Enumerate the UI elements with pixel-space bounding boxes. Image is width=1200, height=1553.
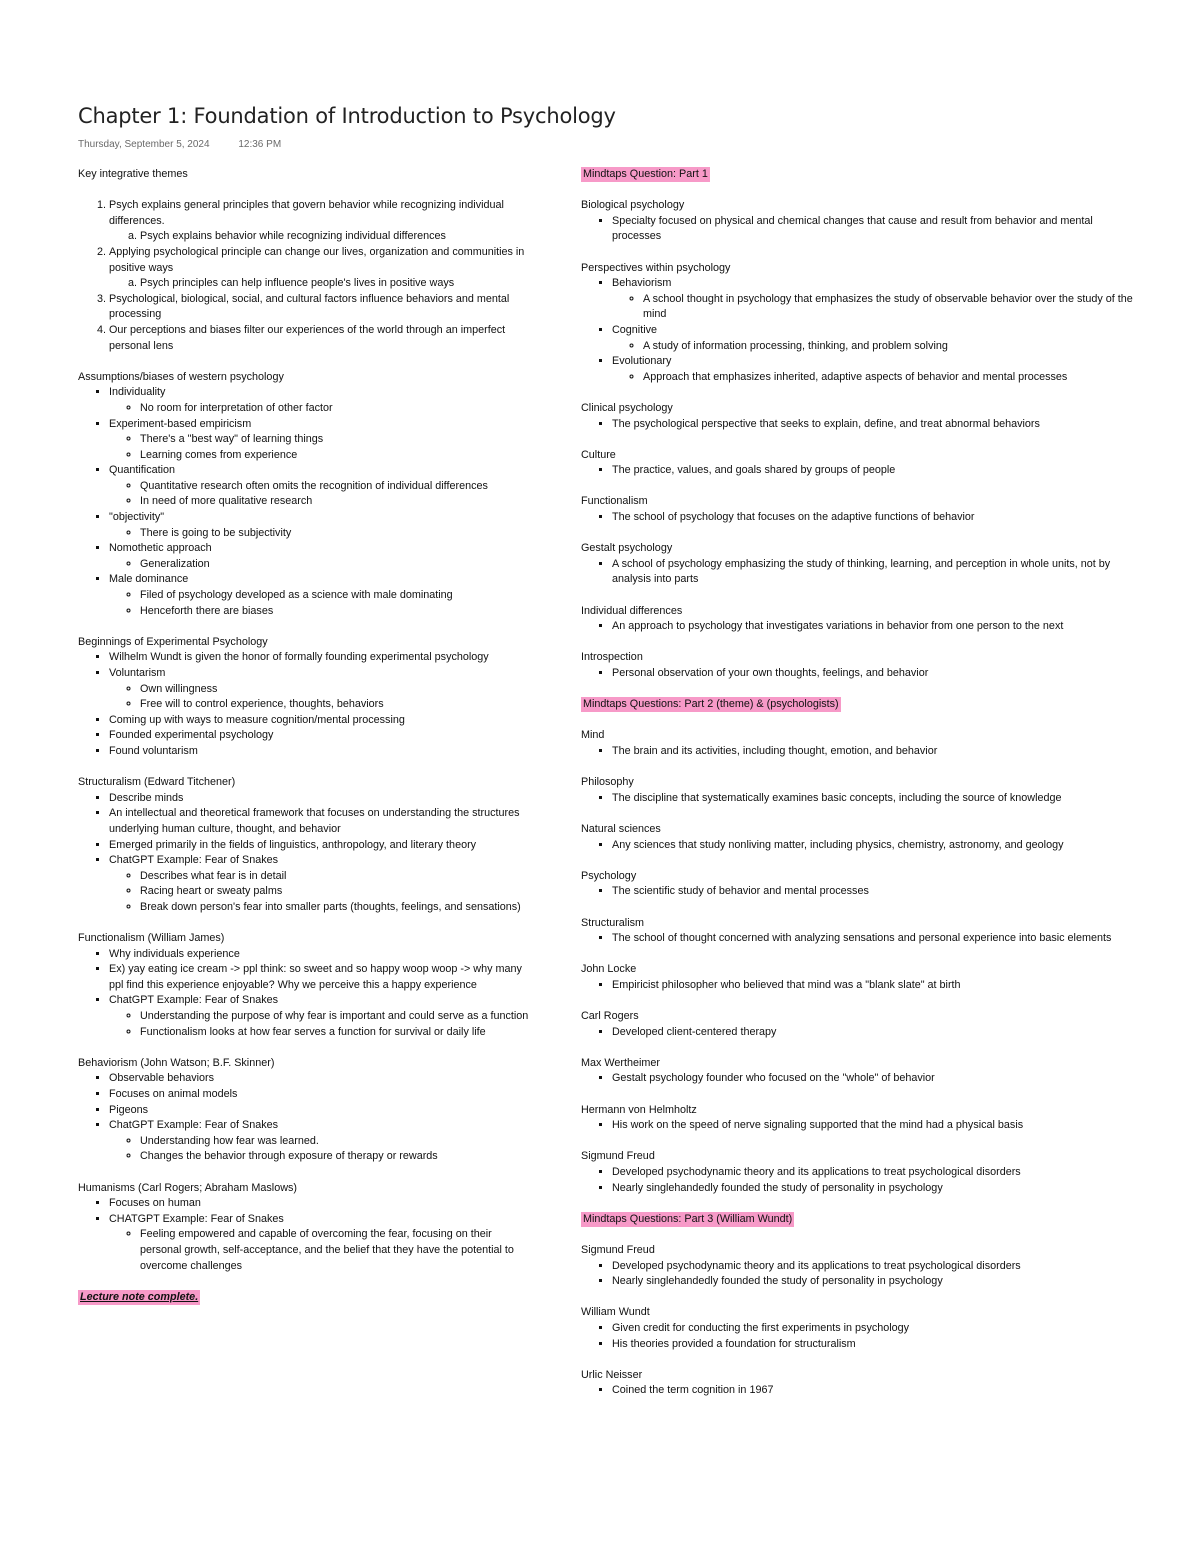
humanisms-section <box>78 1181 533 1275</box>
sub-item: ◦ A study of information processing, thinking, and problem solving <box>643 339 1141 355</box>
list-item: ▪ Emerged primarily in the fields of linguistics, anthropology, and literary theory <box>109 838 533 854</box>
term-entry <box>581 541 1141 588</box>
sub-item: ◦ Quantitative research often omits the recognition of individual differences <box>140 479 533 495</box>
term-definition-list <box>581 838 1141 854</box>
sub-item: ◦ Generalization <box>140 557 533 573</box>
sub-item: ◦ A school thought in psychology that emphasizes the study of observable behavior over the study of the mind <box>643 292 1141 323</box>
term-title: Structuralism <box>581 916 644 929</box>
sub-item: ◦ Understanding how fear was learned. <box>140 1134 533 1150</box>
definition-item <box>612 1274 1141 1290</box>
term-title: Hermann von Helmholtz <box>581 1103 697 1116</box>
term-definition-list <box>581 1259 1141 1290</box>
key-themes-list <box>78 198 533 354</box>
item-text: An approach to psychology that investigates variations in behavior from one person to the next <box>612 620 1064 633</box>
item-text: Personal observation of your own thoughts, feelings, and behavior <box>612 667 929 679</box>
section-title: Humanisms (Carl Rogers; Abraham Maslows) <box>78 1181 297 1194</box>
item-text: Developed psychodynamic theory and its applications to treat psychological disorders <box>612 1166 1021 1178</box>
section-title: Structuralism (Edward Titchener) <box>78 776 236 789</box>
list-item: ▪ Focuses on animal models <box>109 1087 533 1103</box>
term-entry <box>581 962 1141 993</box>
term-entry <box>581 1149 1141 1196</box>
item-text: Male dominance <box>109 573 189 586</box>
item-text: "objectivity" <box>109 511 165 524</box>
behaviorism-list <box>78 1071 533 1165</box>
list-item <box>109 385 533 416</box>
item-text: Given credit for conducting the first experiments in psychology <box>612 1321 910 1334</box>
structuralism-list <box>78 791 533 916</box>
list-item: ▪ Coming up with ways to measure cognition/mental processing <box>109 713 533 729</box>
definition-item <box>612 1118 1141 1134</box>
item-text: Any sciences that study nonliving matter, including physics, chemistry, astronomy, and geology <box>612 838 1064 851</box>
item-text: The scientific study of behavior and mental processes <box>612 885 869 898</box>
term-entry <box>581 1103 1141 1134</box>
list-item: ▪ Pigeons <box>109 1103 533 1119</box>
definition-item <box>612 323 1141 354</box>
beginnings-section <box>78 635 533 760</box>
term-title: Functionalism <box>581 495 648 508</box>
definition-item <box>612 838 1141 854</box>
term-entry <box>581 1243 1141 1290</box>
sub-item: ◦ Understanding the purpose of why fear is important and could serve as a function <box>140 1009 533 1025</box>
item-text: ChatGPT Example: Fear of Snakes <box>109 1119 279 1132</box>
behaviorism-section <box>78 1056 533 1165</box>
section-title: Behaviorism (John Watson; B.F. Skinner) <box>78 1056 275 1069</box>
item-text: CHATGPT Example: Fear of Snakes <box>109 1212 284 1225</box>
structuralism-section <box>78 775 533 915</box>
term-entry <box>581 916 1141 947</box>
item-text: Quantification <box>109 464 176 477</box>
term-title: Natural sciences <box>581 822 661 835</box>
term-title: Mind <box>581 729 605 742</box>
mindtaps-part1-heading: Mindtaps Question: Part 1 <box>583 168 708 180</box>
definition-item <box>612 666 1141 682</box>
term-entry <box>581 198 1141 245</box>
left-column <box>78 167 533 1305</box>
list-item <box>109 245 533 292</box>
part1-entries <box>581 198 1141 681</box>
item-text: ChatGPT Example: Fear of Snakes <box>109 854 279 867</box>
definition-item <box>612 214 1141 245</box>
term-title: John Locke <box>581 963 637 976</box>
item-text: Nearly singlehandedly founded the study of personality in psychology <box>612 1181 943 1194</box>
term-definition-list <box>581 666 1141 682</box>
definition-item <box>612 510 1141 526</box>
definition-item <box>612 1181 1141 1197</box>
item-text: Empiricist philosopher who believed that mind was a "blank slate" at birth <box>612 978 961 991</box>
list-item: 3. Psychological, biological, social, and cultural factors influence behaviors and mental processing <box>109 292 533 323</box>
term-title: Gestalt psychology <box>581 542 673 555</box>
item-text: Applying psychological principle can change our lives, organization and communities in positive ways <box>109 245 525 274</box>
sub-item: ◦ Own willingness <box>140 682 533 698</box>
definition-item <box>612 557 1141 588</box>
item-text: The school of thought concerned with analyzing sensations and personal experience into basic elements <box>612 932 1112 945</box>
page-time: 12:36 PM <box>238 139 282 150</box>
item-text: Coined the term cognition in 1967 <box>612 1384 774 1397</box>
list-item <box>109 417 533 464</box>
definition-item <box>612 619 1141 635</box>
page-date: Thursday, September 5, 2024 <box>78 139 210 150</box>
sub-item: a. Psych explains behavior while recognizing individual differences <box>140 229 533 245</box>
term-entry <box>581 448 1141 479</box>
list-item <box>109 572 533 619</box>
beginnings-list <box>78 650 533 759</box>
sub-item: ◦ Describes what fear is in detail <box>140 869 533 885</box>
item-text: Nomothetic approach <box>109 542 212 555</box>
sub-item: ◦ Filed of psychology developed as a science with male dominating <box>140 588 533 604</box>
term-definition-list <box>581 744 1141 760</box>
assumptions-list <box>78 385 533 619</box>
definition-item <box>612 1025 1141 1041</box>
sub-item: ◦ Feeling empowered and capable of overcoming the fear, focusing on their personal growth, self-acceptance, and the belief that they have the potential to overcome challenges <box>140 1227 533 1274</box>
term-definition-list <box>581 931 1141 947</box>
definition-item <box>612 978 1141 994</box>
list-item <box>109 853 533 915</box>
humanisms-list <box>78 1196 533 1274</box>
list-item: ▪ Founded experimental psychology <box>109 728 533 744</box>
term-definition-list <box>581 510 1141 526</box>
definition-item <box>612 417 1141 433</box>
list-item: ▪ Found voluntarism <box>109 744 533 760</box>
item-text: The discipline that systematically examines basic concepts, including the source of knowledge <box>612 791 1062 804</box>
section-title: Beginnings of Experimental Psychology <box>78 635 268 648</box>
list-item: ▪ Focuses on human <box>109 1196 533 1212</box>
term-definition-list <box>581 884 1141 900</box>
list-item: ▪ An intellectual and theoretical framework that focuses on understanding the structures underlying human culture, thought, and behavior <box>109 806 533 837</box>
sub-item: a. Psych principles can help influence people's lives in positive ways <box>140 276 533 292</box>
term-entry <box>581 604 1141 635</box>
functionalism-section <box>78 931 533 1040</box>
definition-item <box>612 1337 1141 1353</box>
sub-item: ◦ Racing heart or sweaty palms <box>140 884 533 900</box>
definition-item <box>612 884 1141 900</box>
sub-item: ◦ Changes the behavior through exposure of therapy or rewards <box>140 1149 533 1165</box>
list-item <box>109 541 533 572</box>
item-text: Voluntarism <box>109 667 166 679</box>
term-definition-list <box>581 1165 1141 1196</box>
definition-item <box>612 791 1141 807</box>
item-text: Nearly singlehandedly founded the study of personality in psychology <box>612 1275 943 1288</box>
term-definition-list <box>581 619 1141 635</box>
term-title: Psychology <box>581 869 637 882</box>
definition-item <box>612 463 1141 479</box>
term-definition-list <box>581 463 1141 479</box>
term-entry <box>581 1056 1141 1087</box>
item-text: Individuality <box>109 386 166 399</box>
term-entry <box>581 822 1141 853</box>
term-title: Urlic Neisser <box>581 1368 643 1381</box>
mindtaps-part2-heading: Mindtaps Questions: Part 2 (theme) & (psychologists) <box>583 698 839 711</box>
term-definition-list <box>581 978 1141 994</box>
functionalism-list <box>78 947 533 1041</box>
term-entry <box>581 401 1141 432</box>
sub-item: ◦ Free will to control experience, thoughts, behaviors <box>140 697 533 713</box>
definition-item <box>612 1321 1141 1337</box>
item-text: The brain and its activities, including thought, emotion, and behavior <box>612 744 938 757</box>
term-entry <box>581 775 1141 806</box>
sub-item: ◦ In need of more qualitative research <box>140 494 533 510</box>
mindtaps-part3-heading: Mindtaps Questions: Part 3 (William Wundt) <box>583 1212 793 1225</box>
lecture-note-complete: Lecture note complete. <box>80 1290 199 1303</box>
section-title: Functionalism (William James) <box>78 932 225 945</box>
definition-item <box>612 354 1141 385</box>
list-item <box>109 1212 533 1274</box>
term-definition-list <box>581 791 1141 807</box>
list-item <box>109 198 533 245</box>
item-text: Behaviorism <box>612 277 672 290</box>
term-entry <box>581 728 1141 759</box>
list-item: ▪ Observable behaviors <box>109 1071 533 1087</box>
definition-item <box>612 1259 1141 1275</box>
item-text: ChatGPT Example: Fear of Snakes <box>109 994 279 1007</box>
sub-item: ◦ There is going to be subjectivity <box>140 526 533 542</box>
term-title: Perspectives within psychology <box>581 261 731 274</box>
sub-item: ◦ Henceforth there are biases <box>140 604 533 620</box>
term-title: Sigmund Freud <box>581 1150 655 1163</box>
term-title: Individual differences <box>581 604 683 617</box>
sub-item: ◦ Break down person's fear into smaller parts (thoughts, feelings, and sensations) <box>140 900 533 916</box>
assumptions-section <box>78 370 533 620</box>
part3-entries <box>581 1243 1141 1399</box>
term-entry <box>581 1009 1141 1040</box>
definition-item <box>612 276 1141 323</box>
term-entry <box>581 1305 1141 1352</box>
term-entry <box>581 869 1141 900</box>
list-item <box>109 510 533 541</box>
part2-heading-row <box>581 697 1141 713</box>
item-text: Evolutionary <box>612 355 672 368</box>
item-text: The psychological perspective that seeks to explain, define, and treat abnormal behaviors <box>612 417 1040 430</box>
definition-item <box>612 1383 1141 1399</box>
list-item: ▪ Ex) yay eating ice cream -> ppl think: so sweet and so happy woop woop -> why many ppl find this experience enjoyable? Why we perceive this a happy experience <box>109 962 533 993</box>
term-entry <box>581 1368 1141 1399</box>
term-title: Carl Rogers <box>581 1010 639 1023</box>
term-title: Introspection <box>581 651 643 664</box>
sub-item: ◦ Approach that emphasizes inherited, adaptive aspects of behavior and mental processes <box>643 370 1141 386</box>
term-definition-list <box>581 557 1141 588</box>
item-text: His theories provided a foundation for structuralism <box>612 1337 856 1350</box>
term-definition-list <box>581 1025 1141 1041</box>
item-text: Experiment-based empiricism <box>109 417 252 430</box>
term-title: Philosophy <box>581 776 634 789</box>
term-definition-list <box>581 214 1141 245</box>
definition-item <box>612 1165 1141 1181</box>
item-text: Gestalt psychology founder who focused on the "whole" of behavior <box>612 1072 935 1085</box>
list-item <box>109 993 533 1040</box>
item-text: Developed psychodynamic theory and its applications to treat psychological disorders <box>612 1259 1021 1272</box>
term-definition-list <box>581 1118 1141 1134</box>
item-text: Specialty focused on physical and chemical changes that cause and result from behavior and mental processes <box>612 214 1093 243</box>
term-title: Biological psychology <box>581 199 685 212</box>
term-title: William Wundt <box>581 1306 650 1319</box>
list-item <box>109 666 533 713</box>
list-item: ▪ Describe minds <box>109 791 533 807</box>
page-meta <box>78 139 281 150</box>
item-text: A school of psychology emphasizing the study of thinking, learning, and perception in whole units, not by analysis into parts <box>612 557 1111 586</box>
definition-item <box>612 744 1141 760</box>
item-text: The practice, values, and goals shared by groups of people <box>612 464 896 477</box>
key-themes-section <box>78 167 533 354</box>
term-definition-list <box>581 1071 1141 1087</box>
term-title: Clinical psychology <box>581 401 673 414</box>
term-title: Sigmund Freud <box>581 1243 655 1256</box>
list-item <box>109 1118 533 1165</box>
term-definition-list <box>581 417 1141 433</box>
sub-item: ◦ Functionalism looks at how fear serves a function for survival or daily life <box>140 1025 533 1041</box>
list-item: ▪ Why individuals experience <box>109 947 533 963</box>
item-text: The school of psychology that focuses on the adaptive functions of behavior <box>612 511 975 524</box>
sub-item: ◦ No room for interpretation of other factor <box>140 401 533 417</box>
item-text: His work on the speed of nerve signaling supported that the mind had a physical basis <box>612 1119 1024 1132</box>
item-text: Developed client-centered therapy <box>612 1025 777 1038</box>
term-entry <box>581 494 1141 525</box>
sub-item: ◦ There's a "best way" of learning things <box>140 432 533 448</box>
item-text: Psych explains general principles that govern behavior while recognizing individual differences. <box>109 199 504 227</box>
term-definition-list <box>581 1321 1141 1352</box>
term-entry <box>581 650 1141 681</box>
part3-heading-row <box>581 1212 1141 1228</box>
lecture-note-status <box>78 1290 533 1306</box>
list-item <box>109 463 533 510</box>
item-text: Cognitive <box>612 323 658 336</box>
term-title: Max Wertheimer <box>581 1056 660 1069</box>
term-definition-list <box>581 1383 1141 1399</box>
list-item: ▪ Wilhelm Wundt is given the honor of formally founding experimental psychology <box>109 650 533 666</box>
right-column <box>581 167 1141 1415</box>
list-item: 4. Our perceptions and biases filter our experiences of the world through an imperfect personal lens <box>109 323 533 354</box>
part1-heading-row <box>581 167 1141 183</box>
term-title: Culture <box>581 448 616 461</box>
section-title: Assumptions/biases of western psychology <box>78 370 284 383</box>
sub-item: ◦ Learning comes from experience <box>140 448 533 464</box>
definition-item <box>612 1071 1141 1087</box>
page-title: Chapter 1: Foundation of Introduction to Psychology <box>78 104 616 128</box>
term-definition-list <box>581 276 1141 385</box>
part2-entries <box>581 728 1141 1196</box>
definition-item <box>612 931 1141 947</box>
term-entry <box>581 261 1141 386</box>
section-title: Key integrative themes <box>78 168 188 180</box>
